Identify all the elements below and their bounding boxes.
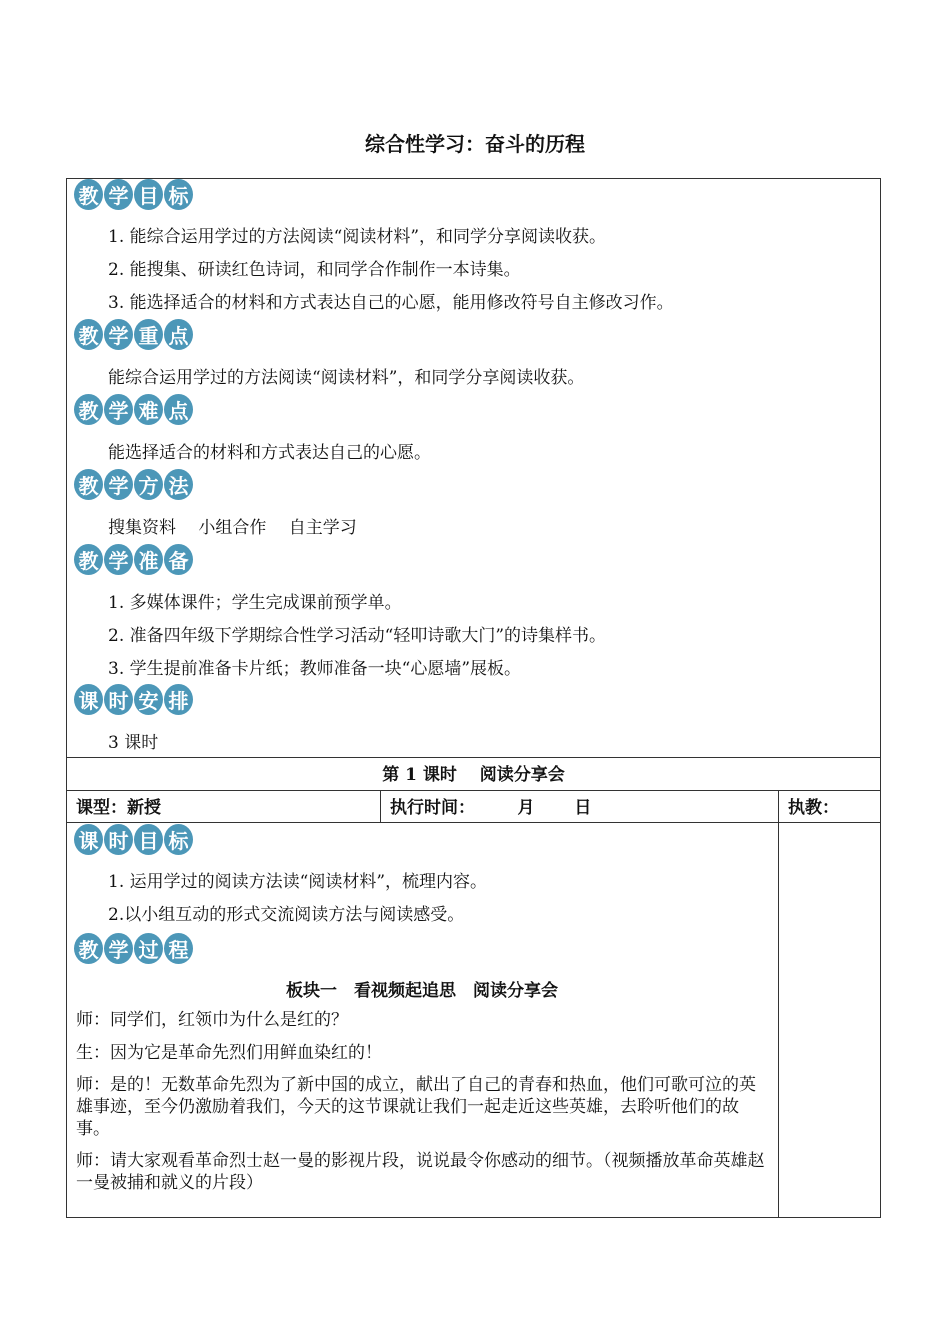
divider [66, 822, 881, 823]
divider [66, 757, 881, 758]
page-title: 综合性学习：奋斗的历程 [365, 132, 585, 156]
badge-char: 时 [104, 824, 133, 855]
lesson-goal: 1. 运用学过的阅读方法读“阅读材料”，梳理内容。 [108, 872, 488, 892]
section-badge [74, 319, 193, 350]
badge-char: 学 [104, 319, 133, 350]
badge-char: 安 [134, 684, 163, 715]
section-text: 能综合运用学过的方法阅读“阅读材料”，和同学分享阅读收获。 [108, 368, 585, 388]
block-title: 板块一 看视频起追思 阅读分享会 [286, 981, 558, 1001]
badge-char: 课 [74, 824, 103, 855]
badge-char: 教 [74, 394, 103, 425]
badge-char: 学 [104, 394, 133, 425]
badge-char: 教 [74, 179, 103, 210]
badge-char: 学 [104, 469, 133, 500]
badge-char: 方 [134, 469, 163, 500]
section-text: 搜集资料 小组合作 自主学习 [108, 518, 357, 538]
badge-char: 过 [134, 933, 163, 964]
section-text: 2. 能搜集、研读红色诗词，和同学合作制作一本诗集。 [108, 260, 521, 280]
divider [380, 790, 381, 822]
section-badge [74, 469, 193, 500]
dialog-paragraph: 师：是的！无数革命先烈为了新中国的成立，献出了自己的青春和热血，他们可歌可泣的英雄事迹，至今仍激励着我们，今天的这节课就让我们一起走近这些英雄，去聆听他们的故事。 [76, 1075, 756, 1139]
section-text: 1. 多媒体课件；学生完成课前预学单。 [108, 593, 402, 613]
badge-char: 教 [74, 469, 103, 500]
divider [66, 790, 881, 791]
badge-char: 准 [134, 544, 163, 575]
section-text: 3. 学生提前准备卡片纸；教师准备一块“心愿墙”展板。 [108, 659, 522, 679]
lesson-time: 执行时间： 月 日 [390, 798, 592, 818]
lesson-teacher: 执教： [788, 798, 839, 818]
badge-char: 学 [104, 933, 133, 964]
badge-char: 点 [164, 319, 193, 350]
badge-char: 标 [164, 179, 193, 210]
section-badge [74, 394, 193, 425]
badge-char: 学 [104, 544, 133, 575]
badge-char: 法 [164, 469, 193, 500]
lesson-goal: 2.以小组互动的形式交流阅读方法与阅读感受。 [108, 905, 465, 925]
section-badge [74, 179, 193, 210]
section-text: 1. 能综合运用学过的方法阅读“阅读材料”，和同学分享阅读收获。 [108, 227, 607, 247]
badge-char: 课 [74, 684, 103, 715]
badge-char: 目 [134, 824, 163, 855]
badge-char: 标 [164, 824, 193, 855]
dialog-line: 生：因为它是革命先烈们用鲜血染红的！ [76, 1043, 382, 1063]
section-text: 2. 准备四年级下学期综合性学习活动“轻叩诗歌大门”的诗集样书。 [108, 626, 607, 646]
lesson-goal-badge [74, 824, 193, 855]
badge-char: 备 [164, 544, 193, 575]
badge-char: 教 [74, 933, 103, 964]
section-badge [74, 684, 193, 715]
badge-char: 时 [104, 684, 133, 715]
section-text: 3. 能选择适合的材料和方式表达自己的心愿，能用修改符号自主修改习作。 [108, 293, 674, 313]
badge-char: 难 [134, 394, 163, 425]
badge-char: 程 [164, 933, 193, 964]
badge-char: 目 [134, 179, 163, 210]
badge-char: 教 [74, 319, 103, 350]
section-text: 3 课时 [108, 733, 159, 753]
process-badge [74, 933, 193, 964]
divider [778, 790, 779, 1218]
badge-char: 重 [134, 319, 163, 350]
section-badge [74, 544, 193, 575]
lesson-type: 课型：新授 [76, 798, 161, 818]
section-text: 能选择适合的材料和方式表达自己的心愿。 [108, 443, 431, 463]
dialog-line: 师：同学们，红领巾为什么是红的？ [76, 1010, 348, 1030]
badge-char: 排 [164, 684, 193, 715]
badge-char: 点 [164, 394, 193, 425]
badge-char: 学 [104, 179, 133, 210]
lesson-header: 第 1 课时 阅读分享会 [382, 765, 565, 785]
badge-char: 教 [74, 544, 103, 575]
dialog-paragraph: 师：请大家观看革命烈士赵一曼的影视片段，说说最令你感动的细节。（视频播放革命英雄赵一曼被捕和就义的片段） [76, 1151, 765, 1193]
